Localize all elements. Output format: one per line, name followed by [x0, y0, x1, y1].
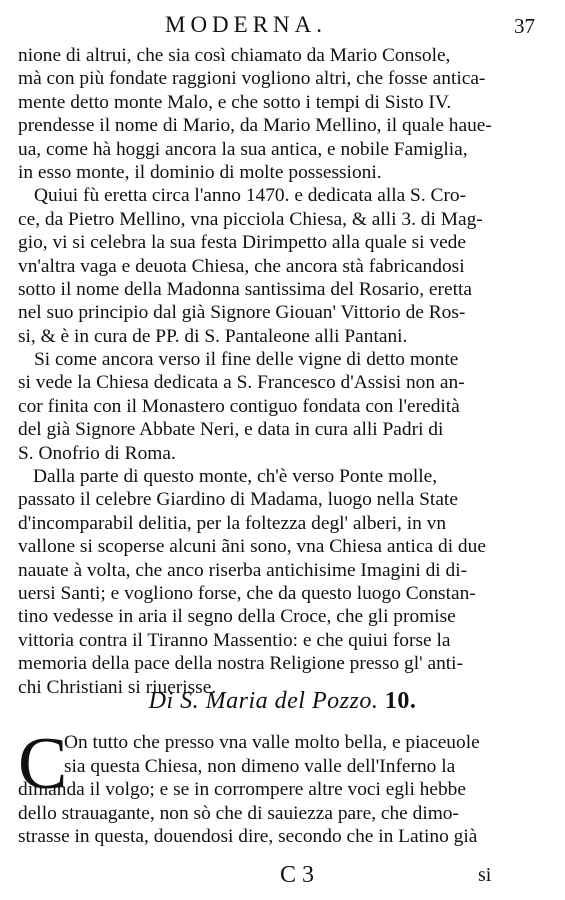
text-line: vittoria contra il Tiranno Massentio: e che quiui forse la [18, 629, 451, 651]
text-line: gio, vi si celebra la sua festa Dirimpetto alla quale si vede [18, 232, 466, 254]
text-line: dello strauagante, non sò che di sauiezza pare, che dimo- [18, 802, 459, 824]
running-head: MODERNA. [165, 12, 328, 37]
page-header [0, 10, 565, 44]
section-heading [0, 688, 565, 715]
page-number: 37 [514, 14, 535, 38]
signature-mark: C 3 [280, 862, 315, 888]
text-line: S. Onofrio di Roma. [18, 442, 176, 464]
main-text [18, 44, 543, 699]
text-line: prendesse il nome di Mario, da Mario Mellino, il quale haue- [18, 115, 492, 137]
text-line: dimanda il volgo; e se in corrompere altre voci egli hebbe [18, 779, 466, 801]
text-line: vn'altra vaga e deuota Chiesa, che ancora stà fabricandosi [18, 255, 465, 277]
text-line: ce, da Pietro Mellino, vna picciola Chiesa, & alli 3. di Mag- [18, 208, 483, 230]
text-line: d'incomparabil delitia, per la foltezza degl' alberi, in vn [18, 512, 447, 534]
text-line: sia questa Chiesa, non dimeno valle dell'Inferno la [64, 755, 456, 777]
paragraph-1 [18, 44, 543, 184]
text-line: in esso monte, il dominio di molte possessioni. [18, 161, 382, 183]
paragraph-3 [18, 348, 543, 465]
text-line: Dalla parte di questo monte, ch'è verso Ponte molle, [33, 466, 438, 488]
section-heading-text: Di S. Maria del Pozzo. [148, 688, 379, 714]
text-line: sotto il nome della Madonna santissima del Rosario, eretta [18, 278, 472, 300]
text-line: nione di altrui, che sia così chiamato da Mario Console, [18, 45, 451, 66]
text-line: del già Signore Abbate Neri, e data in cura alli Padri di [18, 419, 444, 441]
page-footer [0, 862, 565, 892]
text-line: cor finita con il Monastero contiguo fondata con l'eredità [18, 395, 460, 417]
text-line: nel suo principio dal già Signore Giouan' Vittorio de Ros- [18, 302, 466, 324]
text-line: On tutto che presso vna valle molto bella, e piaceuole [64, 732, 480, 753]
text-line: si vede la Chiesa dedicata a S. Francesco d'Assisi non an- [18, 372, 465, 394]
section-body [18, 723, 543, 849]
text-line: strasse in questa, douendosi dire, secondo che in Latino già [18, 826, 478, 848]
text-line: memoria della pace della nostra Religione presso gl' anti- [18, 653, 464, 675]
text-line: si, & è in cura de PP. di S. Pantaleone alli Pantani. [18, 325, 408, 347]
text-line: mà con più fondate raggioni vogliono altri, che fosse antica- [18, 68, 486, 90]
text-line: passato il celebre Giardino di Madama, luogo nella State [18, 489, 458, 511]
text-line: nauate à volta, che anco riserba antichisime Imagini di di- [18, 559, 468, 581]
catchword: si [478, 864, 492, 886]
text-line: ua, come hà hoggi ancora la sua antica, e nobile Famiglia, [18, 138, 468, 160]
drop-cap: C [18, 723, 68, 805]
text-line: Quiui fù eretta circa l'anno 1470. e dedicata alla S. Cro- [34, 185, 467, 207]
text-line: chi Christiani si riuerisse. [18, 676, 217, 698]
text-line: vallone si scoperse alcuni ãni sono, vna Chiesa antica di due [18, 536, 486, 558]
paragraph-2 [18, 184, 543, 348]
text-line: mente detto monte Malo, e che sotto i tempi di Sisto IV. [18, 91, 452, 113]
section-number: 10. [384, 688, 417, 714]
paragraph-4 [18, 465, 543, 699]
text-line: uersi Santi; e vogliono forse, che da questo luogo Constan- [18, 582, 476, 604]
text-line: tino vedesse in aria il segno della Croce, che gli promise [18, 606, 456, 628]
text-line: Si come ancora verso il fine delle vigne di detto monte [34, 349, 459, 371]
